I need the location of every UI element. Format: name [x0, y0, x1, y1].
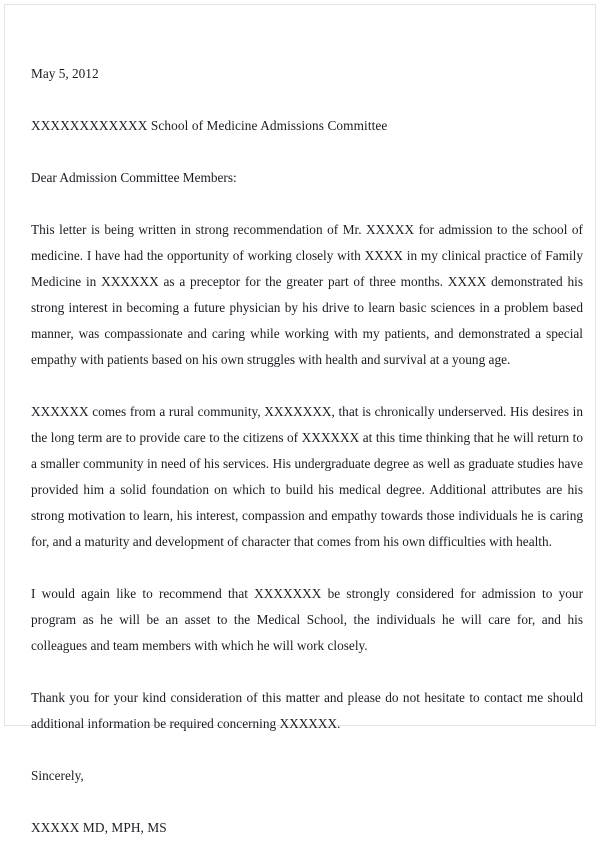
- page-sheet: [4, 4, 596, 835]
- letter-paragraph-4: Thank you for your kind consideration of this matter and please do not hesitate to contact me should additional information be required concerning XXXXXX.: [31, 690, 583, 731]
- letter-signature: XXXXX MD, MPH, MS: [31, 820, 167, 835]
- letter-body: [31, 61, 583, 841]
- letter-paragraph-2: XXXXXX comes from a rural community, XXXXXXX, that is chronically underserved. His desires in the long term are to provide care to the citizens of XXXXXX at this time thinking that he will return to a smaller community in need of his services. His undergraduate degree as well as graduate studies have provided him a solid foundation on which to build his medical degree. Additional attributes are his strong motivation to learn, his interest, compassion and empathy towards those individuals he is caring for, and a maturity and development of character that comes from his own difficulties with health.: [31, 404, 583, 549]
- letter-recipient: XXXXXXXXXXXX School of Medicine Admissions Committee: [31, 118, 388, 133]
- letter-paragraph-3: I would again like to recommend that XXXXXXX be strongly considered for admission to your program as he will be an asset to the Medical School, the individuals he will care for, and his colleagues and team members with which he will work closely.: [31, 586, 583, 653]
- letter-salutation: Dear Admission Committee Members:: [31, 170, 237, 185]
- letter-paragraph-1: This letter is being written in strong recommendation of Mr. XXXXX for admission to the school of medicine. I have had the opportunity of working closely with XXXX in my clinical practice of Family Medicine in XXXXXX as a preceptor for the greater part of three months. XXXX demonstrated his strong interest in becoming a future physician by his drive to learn basic sciences in a problem based manner, was compassionate and caring while working with my patients, and demonstrated a special empathy with patients based on his own struggles with health and survival at a young age.: [31, 222, 583, 367]
- letter-date: May 5, 2012: [31, 66, 99, 81]
- letter-closing: Sincerely,: [31, 768, 84, 783]
